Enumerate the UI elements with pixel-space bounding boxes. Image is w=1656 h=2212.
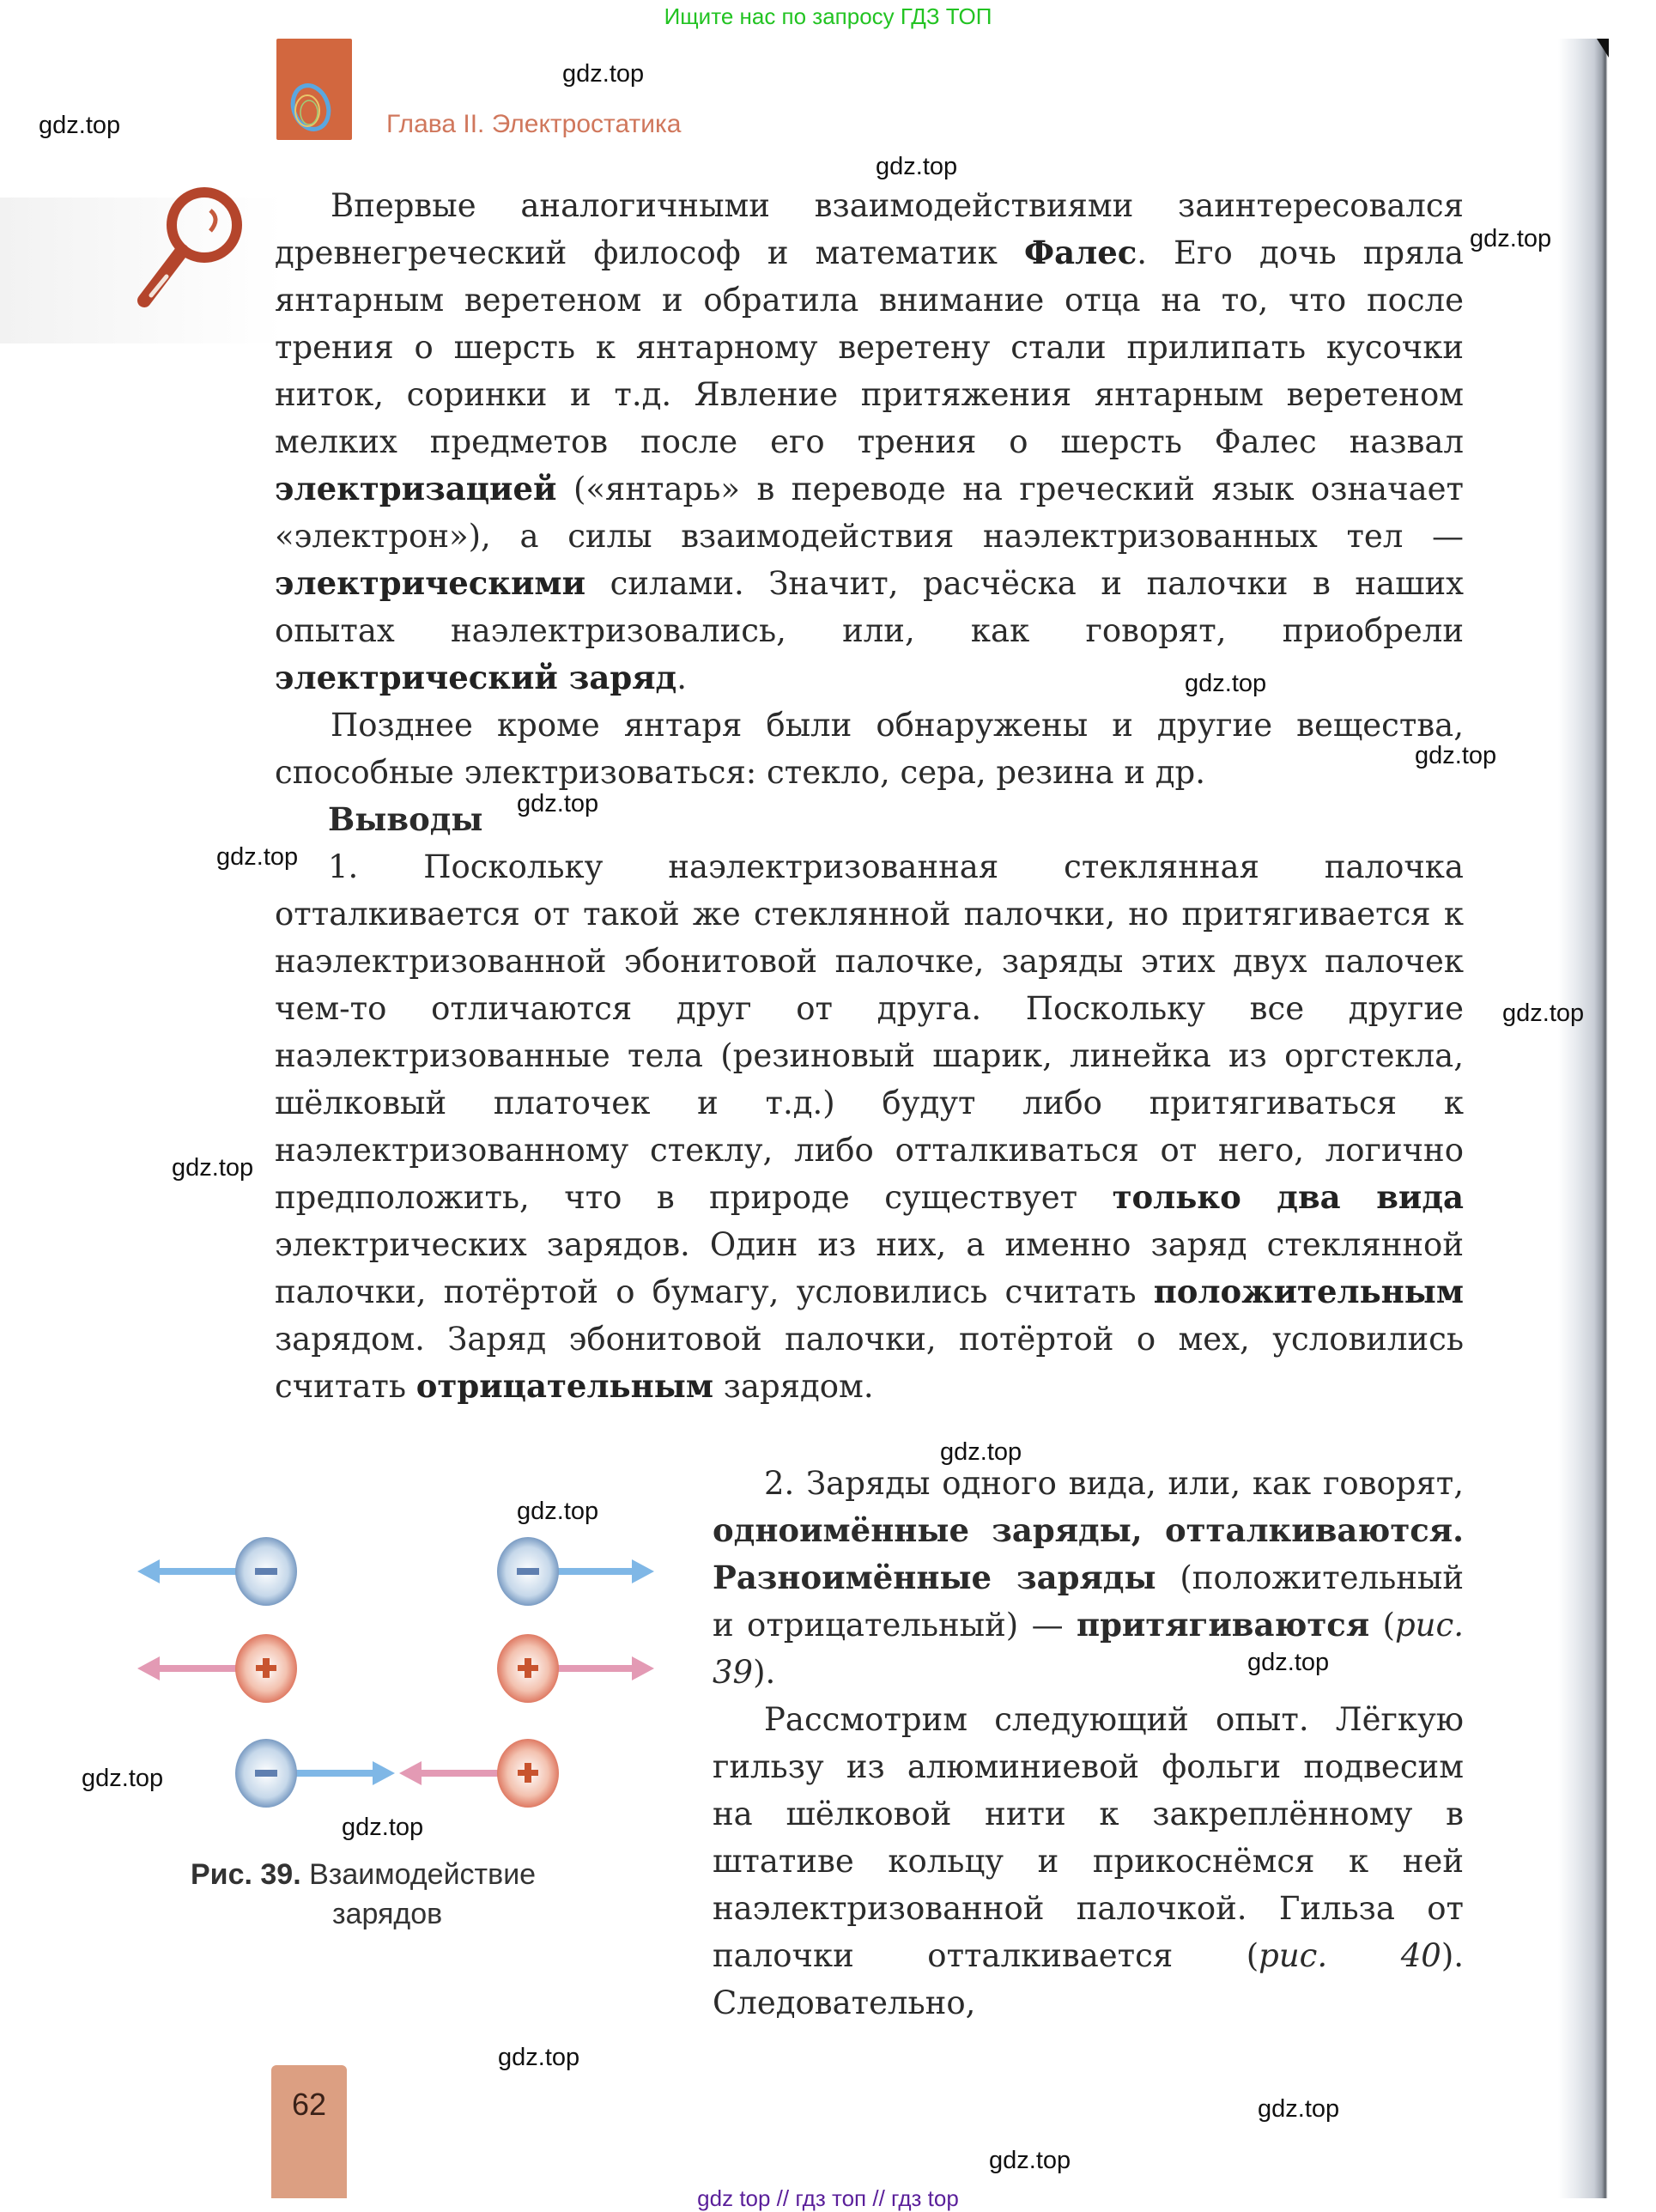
row-opposite-attract [235, 1739, 559, 1808]
figure-caption [191, 1855, 536, 1934]
footer-links[interactable]: gdz top // гдз топ // гдз top [697, 2185, 959, 2211]
figure-charge-interaction [129, 1528, 678, 1820]
page-binding-edge [1558, 39, 1610, 2198]
watermark: gdz.top [1502, 1000, 1585, 1027]
search-banner[interactable]: Ищите нас по запросу ГДЗ ТОП [664, 3, 992, 29]
chapter-tab [276, 39, 352, 140]
paragraph-experiment: Рассмотрим следующий опыт. Лёгкую гильзу из алюминиевой фольги подвесим на шёлковой нити к закреплённому в штативе кольцу и прикоснёмся к ней наэлектризованной палочкой. Гильза от палочки отталкивается (рис. 40). Следовательно, [713, 1701, 1465, 2021]
row-positive-repel [137, 1634, 654, 1703]
watermark: gdz.top [876, 153, 958, 180]
chapter-orbit-icon [276, 39, 352, 140]
watermark: gdz.top [517, 1498, 599, 1525]
watermark: gdz.top [1415, 742, 1497, 769]
watermark: gdz.top [342, 1814, 424, 1841]
page-number-tab [271, 2065, 347, 2198]
conclusions-heading: Выводы [328, 800, 483, 838]
paragraph-thales: Впервые аналогичными взаимодействиями заинтересовался древнегреческий философ и математик Фалес. Его дочь пряла янтарным веретеном и обратила внимание отца на то, что после трения о шерсть к янтарному веретену стали прилипать кусочки ниток, соринки и т.д. Явление притяжения янтарным веретеном мелких предметов после его трения о шерсть Фалес назвал электризацией («янтарь» в переводе на греческий язык означает «электрон»), а силы взаимодействия наэлектризованных тел — электрическими силами. Значит, расчёска и палочки в наших опытах наэлектризовались, или, как говорят, приобрели электрический заряд. [275, 187, 1464, 696]
magnifier-icon [129, 180, 249, 318]
watermark: gdz.top [1185, 670, 1267, 697]
main-text [275, 182, 1464, 1410]
page-corner [1597, 39, 1609, 58]
paragraph-other-substances: Позднее кроме янтаря были обнаружены и другие вещества, способные электризоваться: стекло, сера, резина и др. [275, 707, 1464, 791]
watermark: gdz.top [498, 2044, 580, 2071]
watermark: gdz.top [82, 1765, 164, 1792]
paragraph-conclusion-1: 1. Поскольку наэлектризованная стеклянная палочка отталкивается от такой же стеклянной палочки, но притягивается к наэлектризованной эбонитовой палочке, заряды этих двух палочек чем-то отличаются друг от друга. Поскольку все другие наэлектризованные тела (резиновый шарик, линейка из оргстекла, шёлковый платочек и т.д.) будут либо притягиваться к наэлектризованному стеклу, либо отталкиваться от него, логично предположить, что в природе существует только два вида электрических зарядов. Один из них, а именно заряд стеклянной палочки, потёртой о бумагу, условились считать положительным зарядом. Заряд эбонитовой палочки, потёртой о мех, условились считать отрицательным зарядом. [275, 848, 1464, 1405]
watermark: gdz.top [1258, 2095, 1340, 2123]
figure-caption-text-2: зарядов [332, 1898, 443, 1930]
page-number: 62 [291, 2087, 327, 2122]
figure-caption-text: Взаимодействие [309, 1858, 537, 1891]
watermark: gdz.top [216, 843, 299, 871]
watermark: gdz.top [517, 790, 599, 817]
chapter-title: Глава II. Электростатика [386, 110, 682, 138]
right-column-text [713, 1460, 1464, 2027]
watermark: gdz.top [940, 1438, 1022, 1466]
watermark: gdz.top [1247, 1649, 1330, 1676]
watermark: gdz.top [562, 60, 645, 88]
figure-label: Рис. 39. [191, 1858, 301, 1891]
row-negative-repel [137, 1537, 654, 1606]
watermark: gdz.top [172, 1154, 254, 1182]
watermark: gdz.top [39, 112, 121, 139]
watermark: gdz.top [989, 2147, 1071, 2174]
paragraph-conclusion-2: 2. Заряды одного вида, или, как говорят, одноимённые заряды, отталкиваются. Разноимённые заряды (положительный и отрицательный) — притягиваются (рис. 39). [713, 1465, 1464, 1691]
watermark: gdz.top [1470, 225, 1552, 252]
